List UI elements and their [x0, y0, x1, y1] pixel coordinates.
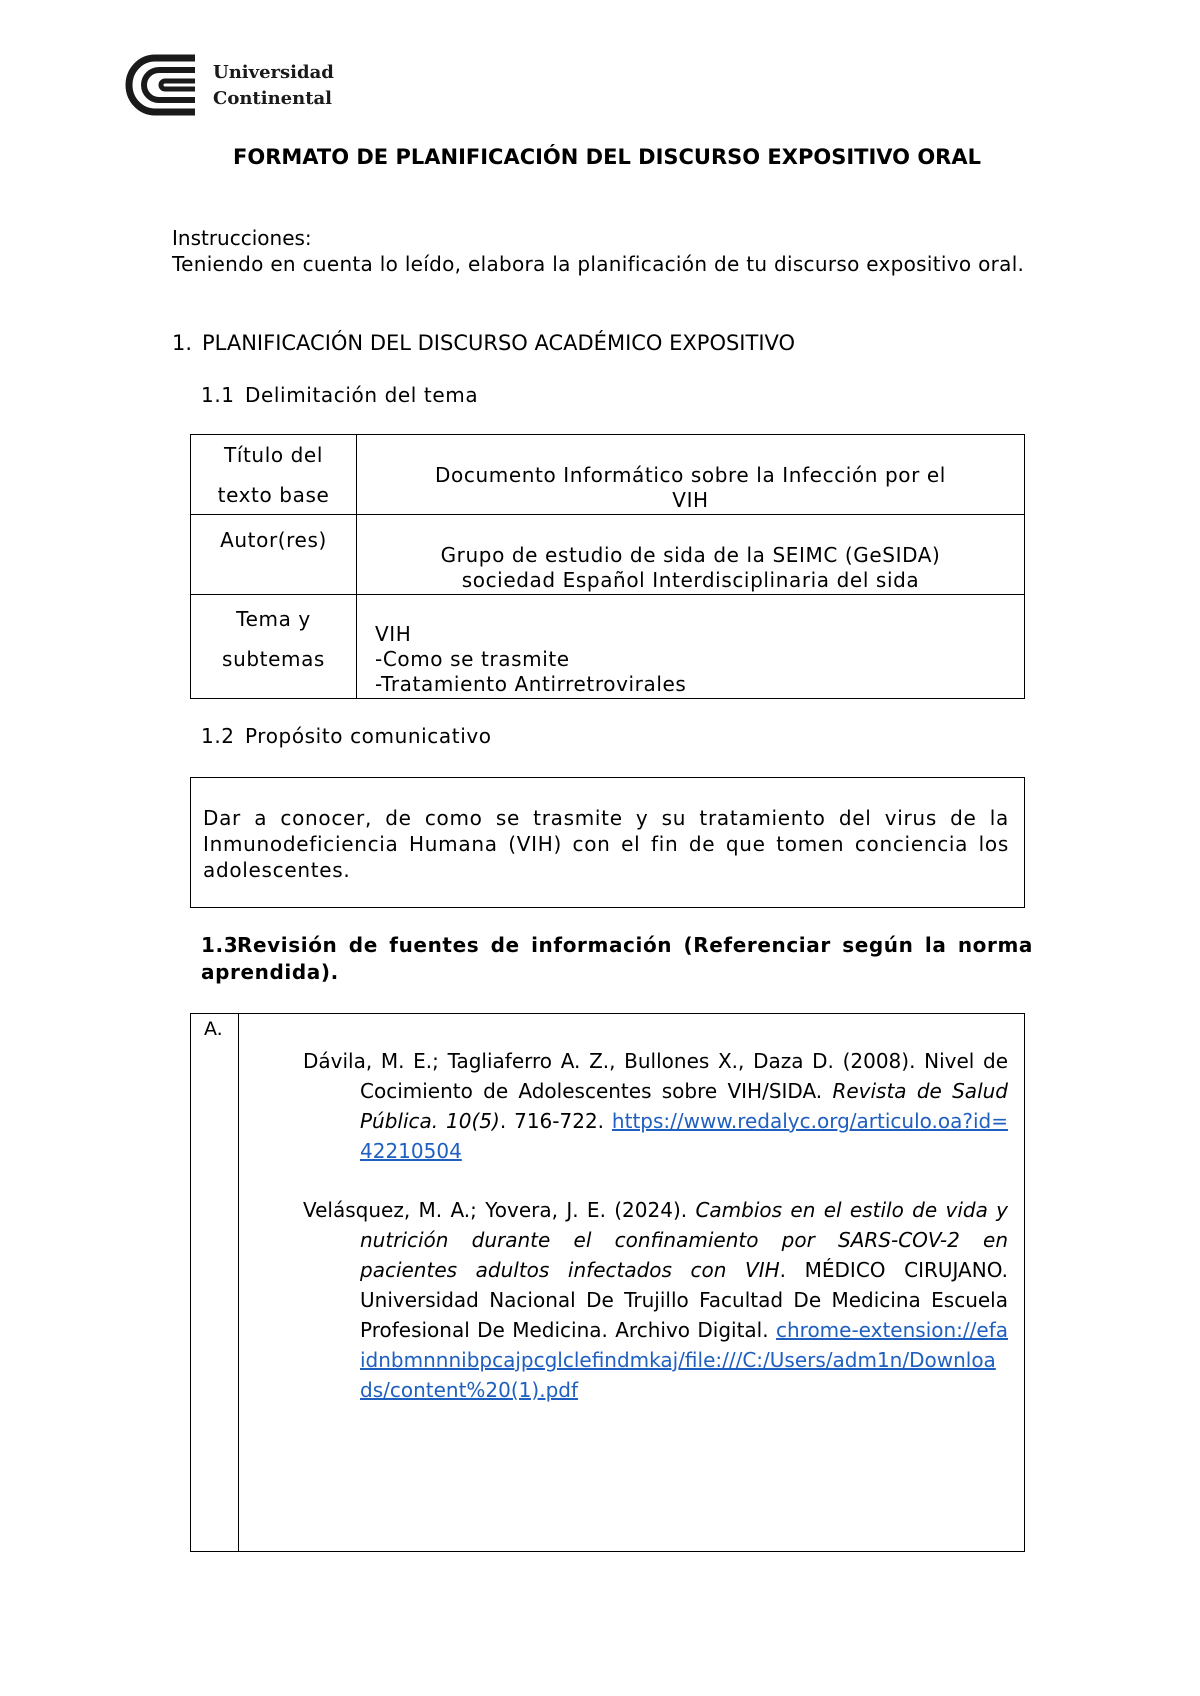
- section-1-3-title: Revisión de fuentes de información (Referenciar según la norma aprendida).: [201, 933, 1033, 984]
- instructions-label: Instrucciones:: [172, 226, 312, 250]
- reference-item: [303, 1195, 1008, 1405]
- value-line: VIH: [672, 488, 709, 512]
- logo-mark-icon: [125, 54, 205, 116]
- section-1-2-title: Propósito comunicativo: [245, 724, 492, 748]
- section-1-heading: [172, 329, 795, 357]
- purpose-box: [190, 777, 1025, 908]
- value-line: VIH: [375, 622, 412, 646]
- label-line: texto base: [217, 483, 330, 507]
- section-1-1-number: 1.1: [201, 383, 235, 407]
- logo-line1: Universidad: [213, 62, 334, 83]
- reference-authors: Dávila, M. E.; Tagliaferro A. Z., Bullones X., Daza D. (2008). Nivel de Cocimiento de Adolescentes sobre VIH/SIDA.: [303, 1049, 1008, 1103]
- reference-link[interactable]: https://www.redalyc.org/articulo.oa?id=42210504: [360, 1109, 1008, 1163]
- reference-item: [303, 1046, 1008, 1166]
- value-line: Grupo de estudio de sida de la SEIMC (GeSIDA): [440, 543, 941, 567]
- value-line: -Tratamiento Antirretrovirales: [375, 672, 687, 696]
- row-value-title: [357, 435, 1024, 514]
- purpose-text: Dar a conocer, de como se trasmite y su tratamiento del virus de la Inmunodeficiencia Humana (VIH) con el fin de que tomen conciencia los adolescentes.: [203, 806, 1009, 882]
- logo-line2: Continental: [213, 88, 333, 109]
- topic-delimitation-table: [190, 434, 1025, 699]
- section-1-1-title: Delimitación del tema: [245, 383, 479, 407]
- reference-pages: . 716-722.: [499, 1109, 612, 1133]
- page-title: FORMATO DE PLANIFICACIÓN DEL DISCURSO EXPOSITIVO ORAL: [233, 145, 981, 169]
- label-line: Autor(res): [220, 528, 327, 552]
- row-label-topics: [191, 595, 357, 698]
- section-1-2-number: 1.2: [201, 724, 235, 748]
- row-value-authors: [357, 515, 1024, 594]
- section-1-3-heading: [201, 932, 1033, 986]
- row-value-topics: [357, 595, 1024, 698]
- section-1-1-heading: [201, 382, 478, 408]
- logo-wordmark: [213, 60, 334, 112]
- table-row: [191, 435, 1024, 515]
- value-line: sociedad Español Interdisciplinaria del sida: [461, 568, 920, 592]
- reference-details: . MÉDICO CIRUJANO. Universidad Nacional De Trujillo Facultad De Medicina Escuela Profesional De Medicina. Archivo Digital.: [360, 1258, 1008, 1342]
- label-line: Título del: [224, 443, 323, 467]
- section-1-2-heading: [201, 723, 492, 749]
- sources-table: [190, 1013, 1025, 1552]
- table-row: [191, 515, 1024, 595]
- instructions-text: Teniendo en cuenta lo leído, elabora la planificación de tu discurso expositivo oral.: [172, 252, 1025, 276]
- reference-link[interactable]: chrome-extension://efaidnbmnnnibpcajpcglclefindmkaj/file:///C:/Users/adm1n/Downloads/content%20(1).pdf: [360, 1318, 1008, 1402]
- label-line: subtemas: [222, 647, 325, 671]
- row-label-title: [191, 435, 357, 514]
- section-1-title: PLANIFICACIÓN DEL DISCURSO ACADÉMICO EXPOSITIVO: [202, 331, 796, 355]
- reference-journal: Revista de Salud Pública. 10(5): [360, 1079, 1008, 1133]
- university-logo: [125, 54, 345, 116]
- row-label-authors: [191, 515, 357, 594]
- label-line: Tema y: [236, 607, 311, 631]
- reference-title: Cambios en el estilo de vida y nutrición durante el confinamiento por SARS-COV-2 en pacientes adultos infectados con VIH: [360, 1198, 1008, 1282]
- value-line: -Como se trasmite: [375, 647, 570, 671]
- reference-authors: Velásquez, M. A.; Yovera, J. E. (2024).: [303, 1198, 696, 1222]
- sources-row-label: A.: [191, 1014, 239, 1551]
- table-row: [191, 595, 1024, 698]
- section-1-3-number: 1.3: [201, 933, 239, 957]
- value-line: Documento Informático sobre la Infección por el: [435, 463, 946, 487]
- references-list: [303, 1046, 1008, 1434]
- section-1-number: 1.: [172, 331, 193, 355]
